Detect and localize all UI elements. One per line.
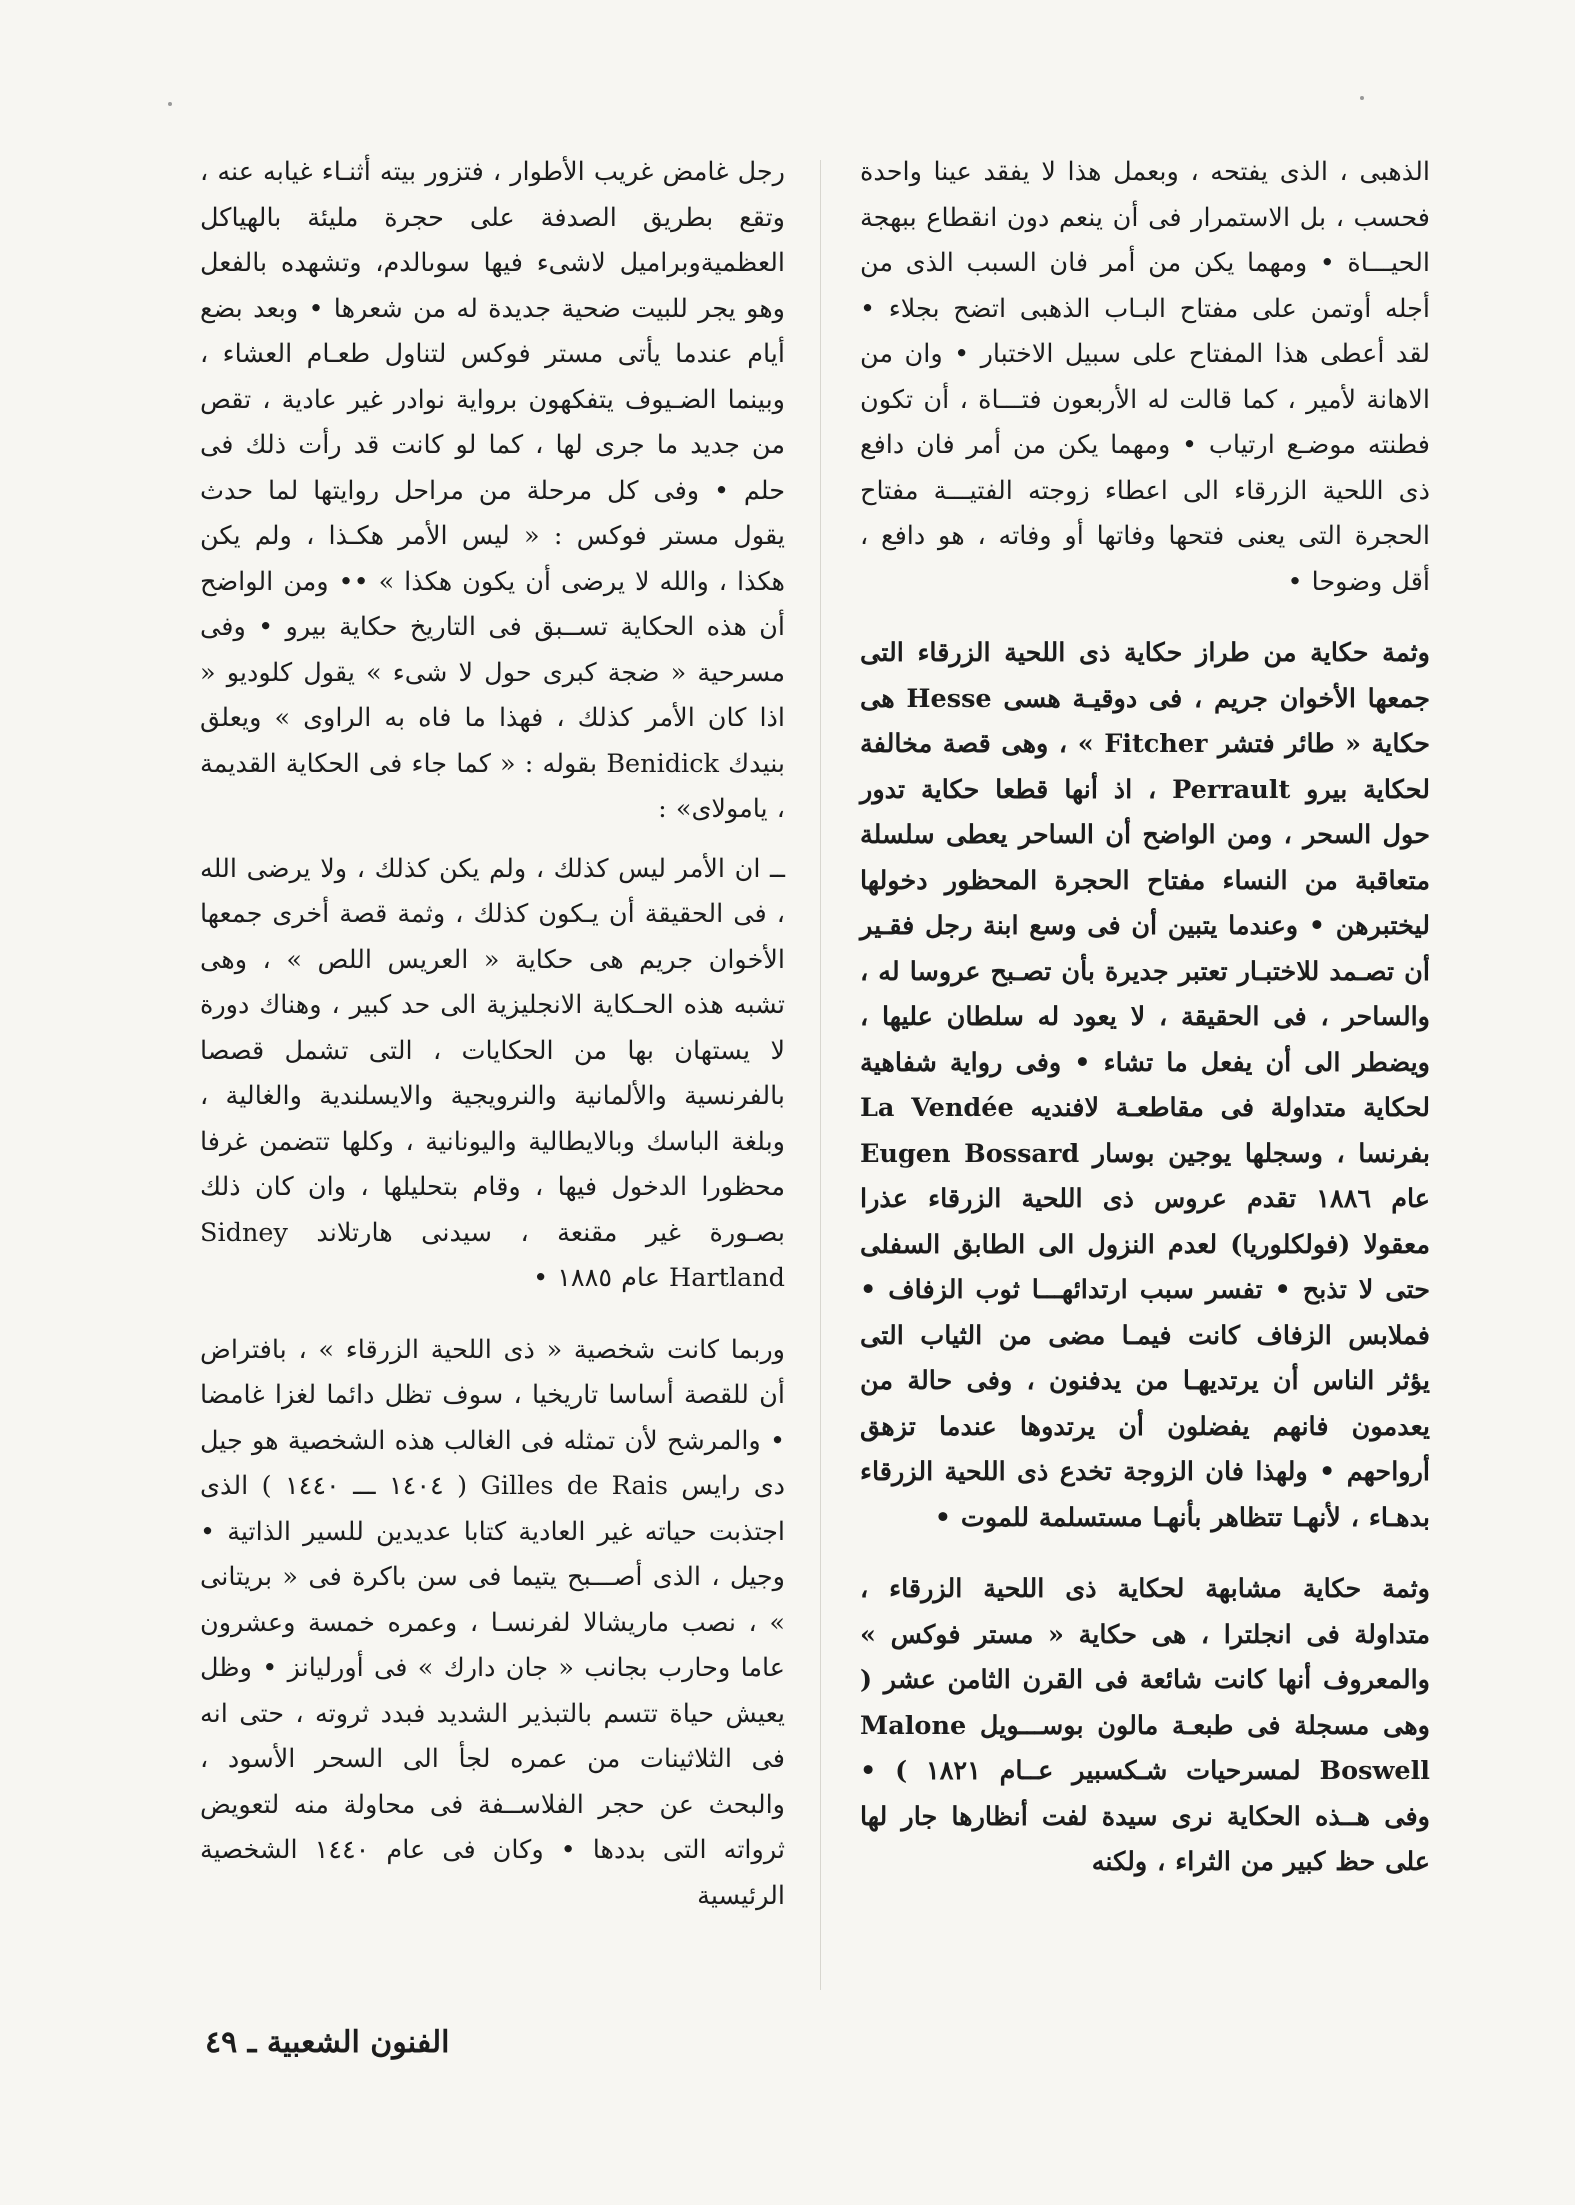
- scan-speck: [1360, 96, 1364, 100]
- column-divider: [820, 160, 821, 1990]
- paragraph: وثمة حكاية من طراز حكاية ذى اللحية الزرقاء التى جمعها الأخوان جريم ، فى دوقيـة هسى Hesse هى حكاية « طائر فتشر Fitcher » ، وهى قصة مخالفة لحكاية بيرو Perrault ، اذ أنها قطعا حكاية تدور حول السحر ، ومن الواضح أن الساحر يعطى سلسلة متعاقبة من النساء مفتاح الحجرة المحظور دخولها ليختبرهن • وعندما يتبين أن فى وسع ابنة رجل فقـير أن تصـمد للاختبـار تعتبر جديرة بأن تصـبح عروسا له ، والساحر ، فى الحقيقة ، لا يعود له سلطان عليها ، ويضطر الى أن يفعل ما تشاء • وفى رواية شفاهية لحكاية متداولة فى مقاطعـة لافنديه La Vendée بفرنسا ، وسجلها يوجين بوسار Eugen Bossard عام ١٨٨٦ تقدم عروس ذى اللحية الزرقاء عذرا معقولا (فولكلوريا) لعدم النزول الى الطابق السفلى حتى لا تذبح • تفسر سبب ارتدائهـــا ثوب الزفاف • فملابس الزفاف كانت فيمـا مضى من الثياب التى يؤثر الناس أن يرتديهـا من يدفنون ، وفى حالة من يعدمون فانهم يفضلون أن يرتدوها عندما تزهق أرواحهم • ولهذا فان الزوجة تخدع ذى اللحية الزرقاء بدهـاء ، لأنهـا تتظاهر بأنهـا مستسلمة للموت •: [860, 638, 1430, 1533]
- paragraph: وربما كانت شخصية « ذى اللحية الزرقاء » ، بافتراض أن للقصة أساسا تاريخيا ، سوف تظل دائما لغزا غامضا • والمرشح لأن تمثله فى الغالب هذه الشخصية هو جيل دى رايس Gilles de Rais ( ١٤٠٤ ـــ ١٤٤٠ ) الذى اجتذبت حياته غير العادية كتابا عديدين للسير الذاتية • وجيل ، الذى أصـــبح يتيما فى سن باكرة فى « بريتانى » ، نصب ماريشالا لفرنسـا ، وعمره خمسة وعشرون عاما وحارب بجانب « جان دارك » فى أورليانز • وظل يعيش حياة تتسم بالتبذير الشديد فبدد ثروته ، حتى انه فى الثلاثينات من عمره لجأ الى السحر الأسود ، والبحث عن حجر الفلاســفة فى محاولة منه لتعويض ثرواته التى بددها • وكان فى عام ١٤٤٠ الشخصية الرئيسية: [200, 1334, 786, 1911]
- scan-speck: [168, 102, 172, 106]
- right-column: [860, 150, 1430, 1886]
- page-footer: الفنون الشعبية ـ ٤٩: [205, 2025, 450, 2060]
- paragraph: الذهبى ، الذى يفتحه ، وبعمل هذا لا يفقد عينا واحدة فحسب ، بل الاستمرار فى أن ينعم دون انقطاع ببهجة الحيـــاة • ومهما يكن من أمر فان السبب الذى من أجله أوتمن على مفتاح البـاب الذهبى اتضح بجلاء • لقد أعطى هذا المفتاح على سبيل الاختبار • وان من الاهانة لأمير ، كما قالت له الأربعون فتـــاة ، أن تكون فطنته موضـع ارتياب • ومهما يكن من أمر فان دافع ذى اللحية الزرقاء الى اعطاء زوجته الفتيـــة مفتاح الحجرة التى يعنى فتحها وفاتها أو وفاته ، هو دافع ، أقل وضوحا •: [860, 157, 1430, 597]
- paragraph: ــ ان الأمر ليس كذلك ، ولم يكن كذلك ، ولا يرضى الله ، فى الحقيقة أن يـكون كذلك ، وثمة قصة أخرى جمعها الأخوان جريم هى حكاية « العريس اللص » ، وهى تشبه هذه الحـكاية الانجليزية الى حد كبير ، وهناك دورة لا يستهان بها من الحكايات ، التى تشمل قصصا بالفرنسية والألمانية والنرويجية والايسلندية والغالية ، وبلغة الباسك وبالايطالية واليونانية ، وكلها تتضمن غرفا محظورا الدخول فيها ، وقام بتحليلها ، وان كان ذلك بصـورة غير مقنعة ، سيدنى هارتلاند Sidney Hartland عام ١٨٨٥ •: [200, 853, 785, 1293]
- paragraph: رجل غامض غريب الأطوار ، فتزور بيته أثنـاء غيابه عنه ، وتقع بطريق الصدفة على حجرة مليئة بالهياكل العظميةوبراميل لاشىء فيها سوىالدم، وتشهده بالفعل وهو يجر للبيت ضحية جديدة له من شعرها • وبعد بضع أيام عندما يأتى مستر فوكس لتناول طعـام العشاء ، وبينما الضـيوف يتفكهون برواية نوادر غير عادية ، تقص من جديد ما جرى لها ، كما لو كانت قد رأت ذلك فى حلم • وفى كل مرحلة من مراحل روايتها لما حدث يقول مستر فوكس : « ليس الأمر هكـذا ، ولم يكن هكذا ، والله لا يرضى أن يكون هكذا » •• ومن الواضح أن هذه الحكاية تســبق فى التاريخ حكاية بيرو • وفى مسرحية « ضجة كبرى حول لا شىء » يقول كلوديو « اذا كان الأمر كذلك ، فهذا ما فاه به الراوى » ويعلق بنيدك Benidick بقوله : « كما جاء فى الحكاية القديمة ، ياموﻻى» :: [200, 157, 785, 824]
- paragraph: وثمة حكاية مشابهة لحكاية ذى اللحية الزرقاء ، متداولة فى انجلترا ، هى حكاية « مستر فوكس » والمعروف أنها كانت شائعة فى القرن الثامن عشر ( وهى مسجلة فى طبعـة مالون بوســـويل Malone Boswell لمسرحيات شـكسبير عــام ١٨٢١ ) • وفى هــذه الحكاية نرى سيدة لفت أنظارها جار لها على حظ كبير من الثراء ، ولكنه: [860, 1574, 1430, 1877]
- left-column: [200, 150, 785, 1919]
